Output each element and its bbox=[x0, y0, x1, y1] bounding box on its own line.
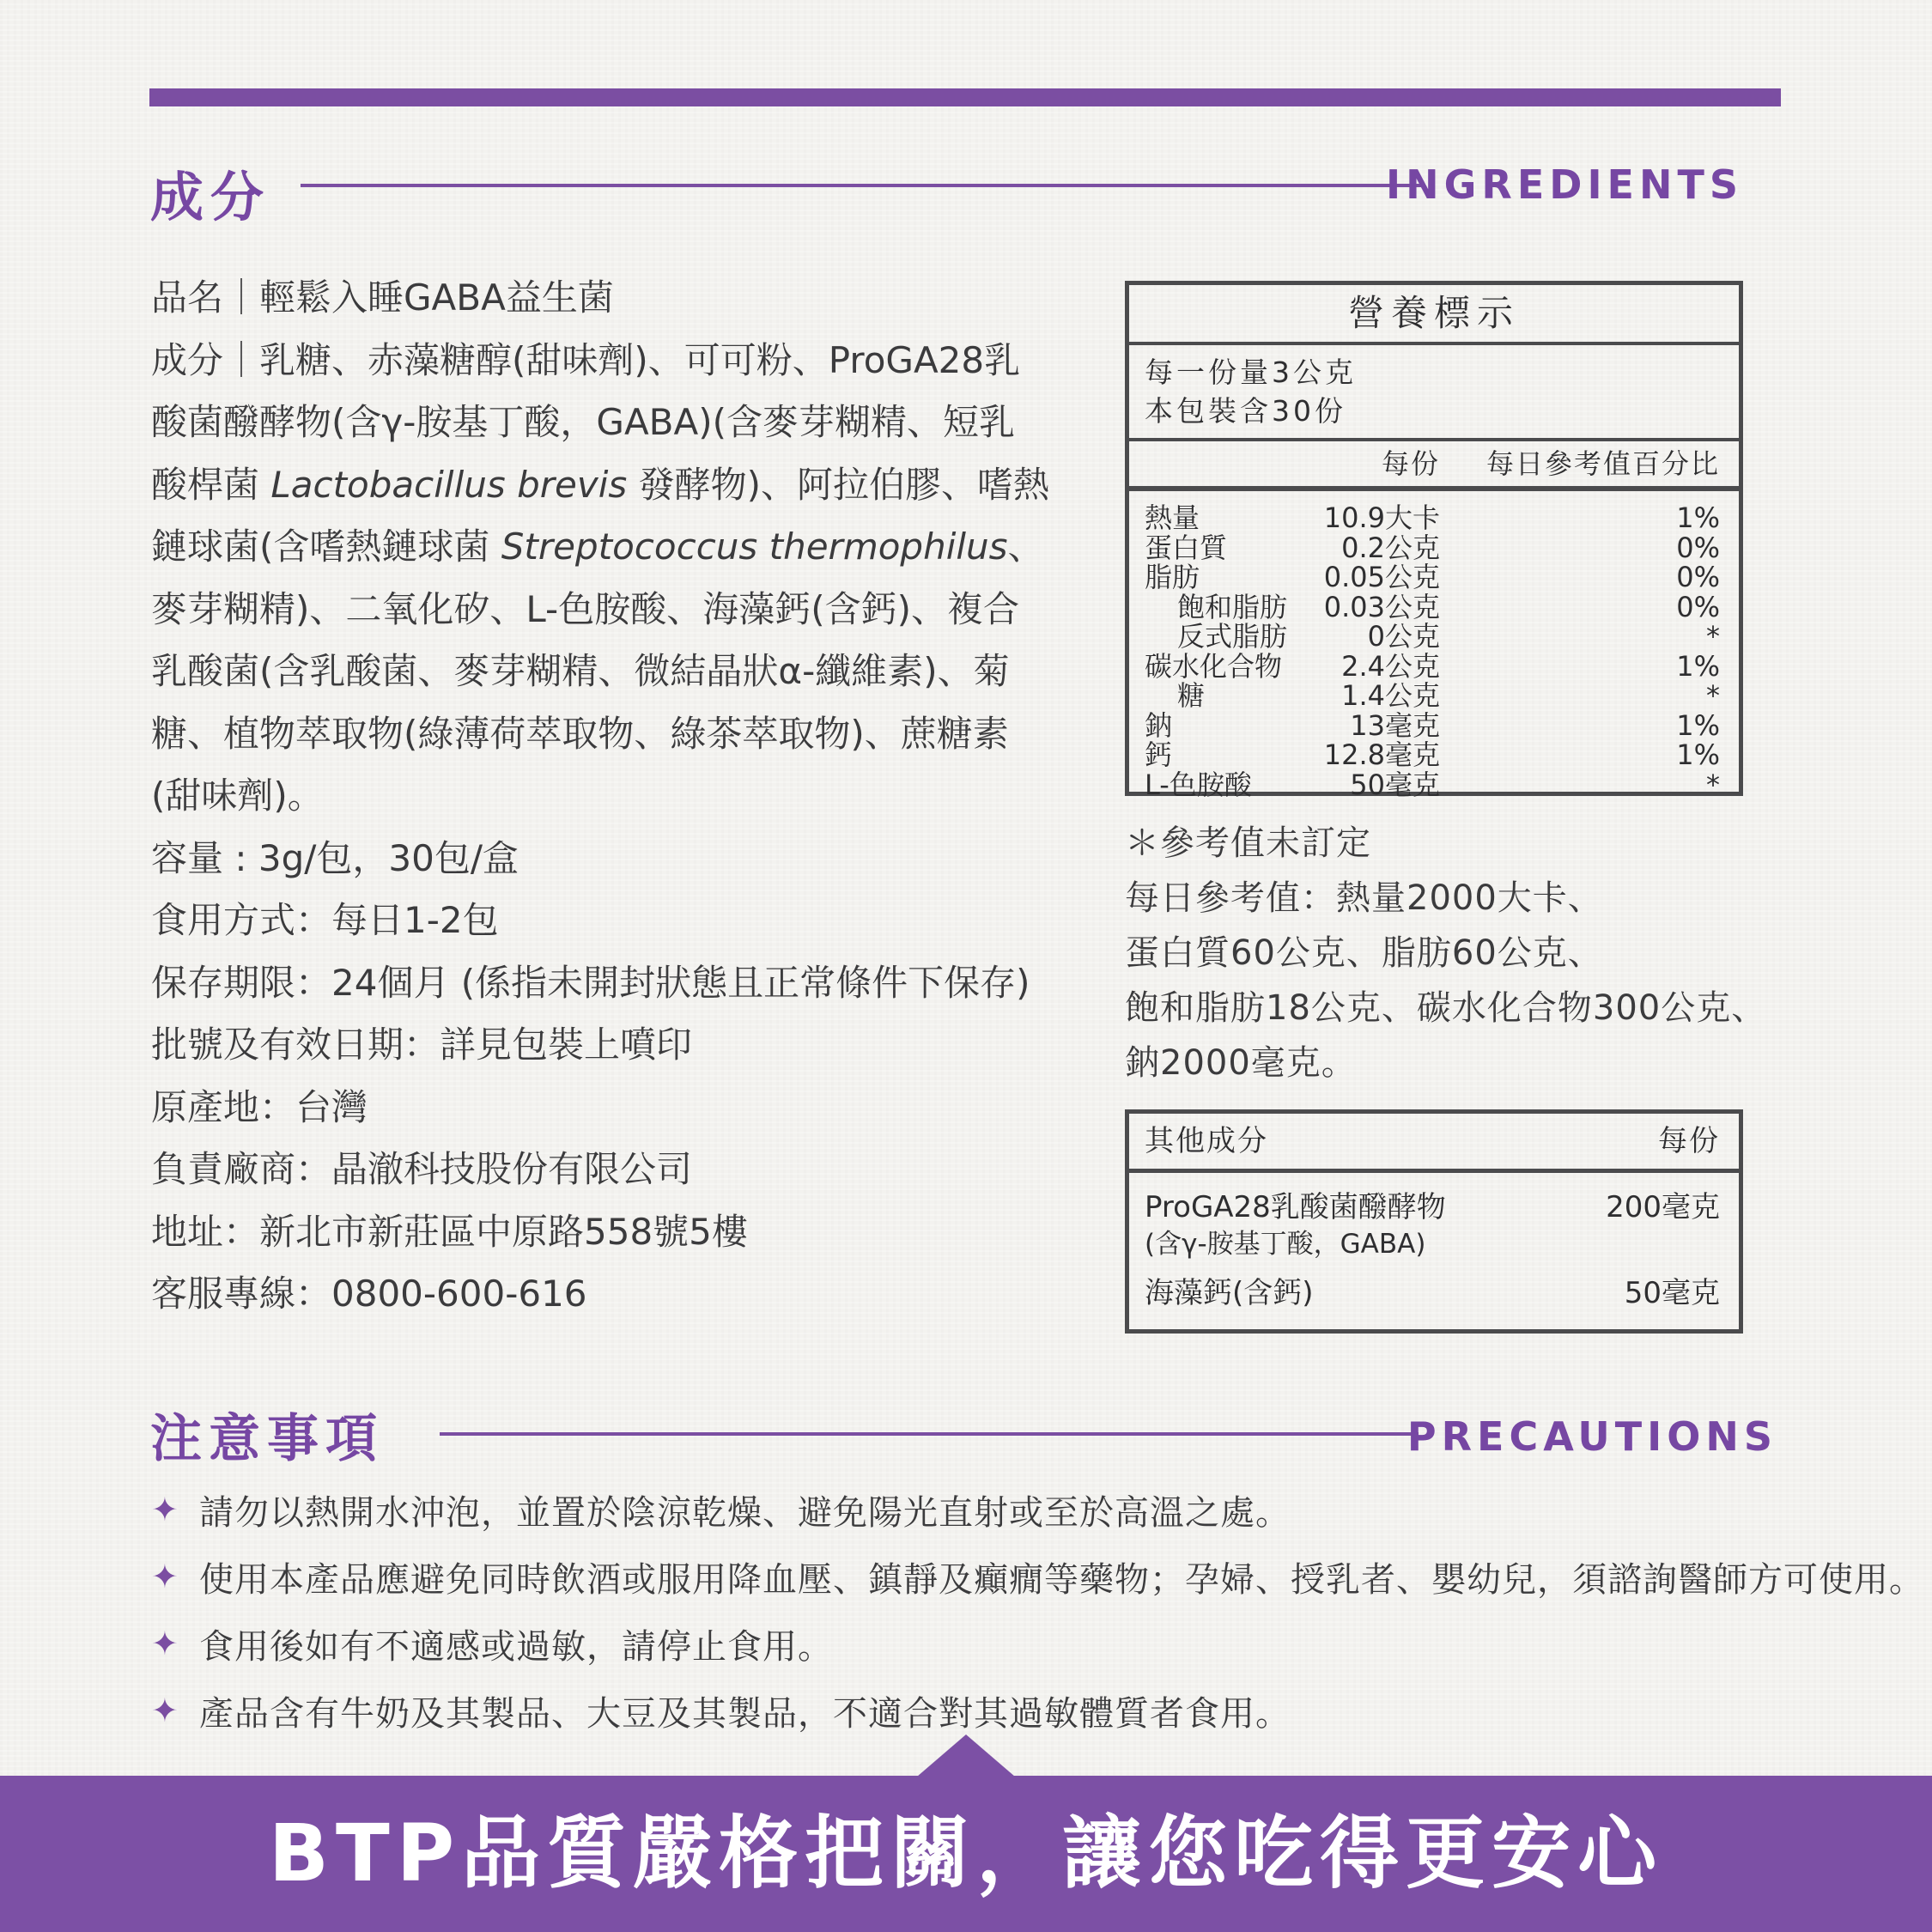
info-line bbox=[151, 579, 1049, 641]
nutrient-name: 鈣 bbox=[1145, 738, 1173, 771]
other-ingredient-row bbox=[1129, 1182, 1739, 1267]
other-ingredients-header-per-serving: 每份 bbox=[1658, 1124, 1720, 1158]
info-line bbox=[151, 1077, 1049, 1139]
nutrient-daily-value: 0% bbox=[1676, 561, 1720, 593]
nutrition-row bbox=[1129, 681, 1739, 711]
other-ingredients-table bbox=[1125, 1109, 1743, 1334]
nutrition-footnote-line: 每日參考值：熱量2000大卡、 bbox=[1125, 878, 1603, 918]
nutrition-footnote-line: 蛋白質60公克、脂肪60公克、 bbox=[1125, 933, 1603, 973]
other-ingredient-subname: (含γ-胺基丁酸，GABA) bbox=[1145, 1229, 1426, 1260]
info-text: 客服專線：0800-600-616 bbox=[151, 1273, 587, 1315]
top-accent-bar bbox=[149, 88, 1781, 106]
nutrient-name: 熱量 bbox=[1145, 501, 1200, 534]
nutrition-facts-table bbox=[1125, 281, 1743, 801]
nutrient-amount: 0.03公克 bbox=[1323, 590, 1440, 623]
other-ingredient-name: ProGA28乳酸菌醱酵物 bbox=[1145, 1190, 1446, 1224]
nutrition-footnote-line: 飽和脂肪18公克、碳水化合物300公克、 bbox=[1125, 988, 1767, 1028]
nutrient-name: 蛋白質 bbox=[1145, 531, 1228, 564]
nutrient-amount: 10.9大卡 bbox=[1323, 501, 1440, 534]
nutrient-amount: 0.2公克 bbox=[1341, 531, 1440, 564]
info-text: 糖、植物萃取物(綠薄荷萃取物、綠茶萃取物)、蔗糖素 bbox=[151, 712, 1009, 755]
precaution-text: 食用後如有不適感或過敏，請停止食用。 bbox=[199, 1626, 833, 1667]
precaution-text: 請勿以熱開水沖泡，並置於陰涼乾燥、避免陽光直射或至於高溫之處。 bbox=[199, 1492, 1291, 1533]
nutrition-row bbox=[1129, 708, 1739, 742]
nutrient-amount: 1.4公克 bbox=[1341, 679, 1440, 712]
info-text: 麥芽糊精)、二氧化矽、L-色胺酸、海藻鈣(含鈣)、複合 bbox=[151, 587, 1019, 630]
precaution-item bbox=[151, 1476, 1924, 1543]
info-text: 酸桿菌 bbox=[151, 463, 271, 506]
info-text: 品名｜輕鬆入睡GABA益生菌 bbox=[151, 276, 614, 319]
info-text: 地址：新北市新莊區中原路558號5樓 bbox=[151, 1210, 748, 1253]
info-text: 批號及有效日期：詳見包裝上噴印 bbox=[151, 1024, 693, 1066]
nutrient-daily-value: * bbox=[1706, 679, 1720, 712]
nutrition-footnote-line: 鈉2000毫克。 bbox=[1125, 1043, 1357, 1083]
nutrition-row bbox=[1129, 562, 1739, 592]
precautions-section-title-en: PRECAUTIONS bbox=[1406, 1413, 1777, 1460]
info-text: 、 bbox=[1007, 526, 1044, 568]
sparkle-icon: ✦ bbox=[151, 1625, 179, 1662]
info-text: (甜味劑)。 bbox=[151, 775, 324, 817]
nutrient-amount: 12.8毫克 bbox=[1323, 738, 1440, 771]
nutrient-daily-value: 0% bbox=[1676, 531, 1720, 564]
other-ingredient-name: 海藻鈣(含鈣) bbox=[1145, 1276, 1314, 1310]
info-text: 發酵物)、阿拉伯膠、嗜熱 bbox=[627, 463, 1050, 506]
nutrient-name: 反式脂肪 bbox=[1177, 620, 1288, 653]
product-info-block bbox=[151, 267, 1049, 1326]
nutrition-row bbox=[1129, 622, 1739, 652]
nutrient-daily-value: 1% bbox=[1676, 708, 1720, 742]
precautions-list bbox=[151, 1476, 1924, 1744]
other-ingredients-rows bbox=[1129, 1173, 1739, 1329]
other-ingredient-amount: 50毫克 bbox=[1624, 1276, 1720, 1310]
other-ingredient-amount: 200毫克 bbox=[1606, 1190, 1720, 1224]
sparkle-icon: ✦ bbox=[151, 1558, 179, 1595]
nutrition-footnotes bbox=[1125, 816, 1766, 1091]
other-ingredients-header-name: 其他成分 bbox=[1145, 1124, 1268, 1158]
nutrient-name: 鈉 bbox=[1145, 708, 1173, 742]
nutrient-name: 糖 bbox=[1177, 679, 1206, 712]
nutrient-amount: 13毫克 bbox=[1350, 708, 1440, 742]
info-line bbox=[151, 1014, 1049, 1077]
info-line bbox=[151, 765, 1049, 828]
banner-triangle-pointer bbox=[917, 1735, 1015, 1777]
sparkle-icon: ✦ bbox=[151, 1491, 179, 1528]
precautions-divider-line bbox=[440, 1432, 1419, 1436]
info-line bbox=[151, 392, 1049, 454]
nutrient-name: L-色胺酸 bbox=[1145, 768, 1252, 801]
nutrient-amount: 0.05公克 bbox=[1323, 561, 1440, 593]
nutrition-table-title: 營養標示 bbox=[1129, 285, 1739, 345]
col-header-daily-value: 每日參考值百分比 bbox=[1485, 447, 1720, 480]
info-line bbox=[151, 641, 1049, 703]
nutrition-row bbox=[1129, 592, 1739, 623]
precaution-text: 使用本產品應避免同時飲酒或服用降血壓、鎮靜及癲癇等藥物；孕婦、授乳者、嬰幼兒，須諮詢醫師方可使用。 bbox=[199, 1559, 1924, 1600]
info-line bbox=[151, 952, 1049, 1015]
precaution-item bbox=[151, 1543, 1924, 1610]
serving-line: 本包裝含30份 bbox=[1145, 394, 1346, 428]
nutrient-name: 飽和脂肪 bbox=[1177, 590, 1288, 623]
nutrient-daily-value: 0% bbox=[1676, 590, 1720, 623]
nutrition-footnote-line: ＊參考值未訂定 bbox=[1125, 823, 1371, 863]
banner-slogan: BTP品質嚴格把關，讓您吃得更安心 bbox=[268, 1807, 1664, 1899]
nutrient-daily-value: * bbox=[1706, 620, 1720, 653]
latin-species-name: Streptococcus thermophilus bbox=[501, 526, 1008, 568]
info-text: 負責廠商：晶澈科技股份有限公司 bbox=[151, 1148, 693, 1190]
nutrition-row bbox=[1129, 740, 1739, 770]
nutrient-amount: 0公克 bbox=[1367, 620, 1440, 653]
ingredients-divider-line bbox=[301, 184, 1421, 187]
info-line bbox=[151, 454, 1049, 517]
nutrition-row bbox=[1129, 533, 1739, 563]
other-ingredient-row bbox=[1129, 1267, 1739, 1317]
precaution-item bbox=[151, 1610, 1924, 1677]
nutrition-row bbox=[1129, 649, 1739, 683]
nutrition-rows bbox=[1129, 491, 1739, 799]
info-text: 食用方式：每日1-2包 bbox=[151, 899, 499, 941]
info-text: 乳酸菌(含乳酸菌、麥芽糊精、微結晶狀α-纖維素)、菊 bbox=[151, 650, 1010, 692]
nutrition-column-headers bbox=[1129, 441, 1739, 491]
precautions-section-title-zh: 注意事項 bbox=[150, 1409, 384, 1469]
nutrition-serving-info bbox=[1129, 345, 1739, 441]
info-text: 保存期限：24個月 (係指未開封狀態且正常條件下保存) bbox=[151, 961, 1030, 1004]
serving-line: 每一份量3公克 bbox=[1145, 355, 1357, 389]
nutrition-row bbox=[1129, 770, 1739, 800]
ingredients-section-title-en: INGREDIENTS bbox=[1386, 161, 1743, 208]
info-line bbox=[151, 1139, 1049, 1201]
col-header-per-serving: 每份 bbox=[1381, 447, 1440, 480]
nutrient-amount: 50毫克 bbox=[1350, 768, 1440, 801]
ingredients-section-title-zh: 成分 bbox=[150, 166, 271, 228]
precaution-text: 產品含有牛奶及其製品、大豆及其製品，不適合對其過敏體質者食用。 bbox=[199, 1693, 1291, 1734]
nutrient-daily-value: 1% bbox=[1676, 649, 1720, 683]
info-text: 成分｜乳糖、赤藻糖醇(甜味劑)、可可粉、ProGA28乳 bbox=[151, 338, 1021, 381]
info-text: 酸菌醱酵物(含γ-胺基丁酸，GABA)(含麥芽糊精、短乳 bbox=[151, 401, 1015, 443]
info-line bbox=[151, 703, 1049, 766]
nutrient-name: 碳水化合物 bbox=[1145, 649, 1283, 683]
nutrition-row bbox=[1129, 503, 1739, 533]
sparkle-icon: ✦ bbox=[151, 1692, 179, 1729]
nutrient-name: 脂肪 bbox=[1145, 561, 1200, 593]
nutrient-daily-value: * bbox=[1706, 768, 1720, 801]
nutrient-daily-value: 1% bbox=[1676, 738, 1720, 771]
info-text: 原產地：台灣 bbox=[151, 1085, 368, 1128]
precaution-item bbox=[151, 1677, 1924, 1744]
nutrient-daily-value: 1% bbox=[1676, 501, 1720, 534]
info-line bbox=[151, 1201, 1049, 1264]
other-ingredients-header bbox=[1129, 1114, 1739, 1173]
bottom-banner bbox=[0, 1776, 1932, 1932]
info-line bbox=[151, 516, 1049, 579]
info-line bbox=[151, 1263, 1049, 1326]
latin-species-name: Lactobacillus brevis bbox=[270, 463, 628, 506]
info-line bbox=[151, 828, 1049, 890]
info-text: 鏈球菌(含嗜熱鏈球菌 bbox=[151, 526, 501, 568]
info-line bbox=[151, 330, 1049, 392]
nutrient-amount: 2.4公克 bbox=[1341, 649, 1440, 683]
info-text: 容量 : 3g/包，30包/盒 bbox=[151, 836, 519, 879]
info-line bbox=[151, 890, 1049, 952]
info-line bbox=[151, 267, 1049, 330]
